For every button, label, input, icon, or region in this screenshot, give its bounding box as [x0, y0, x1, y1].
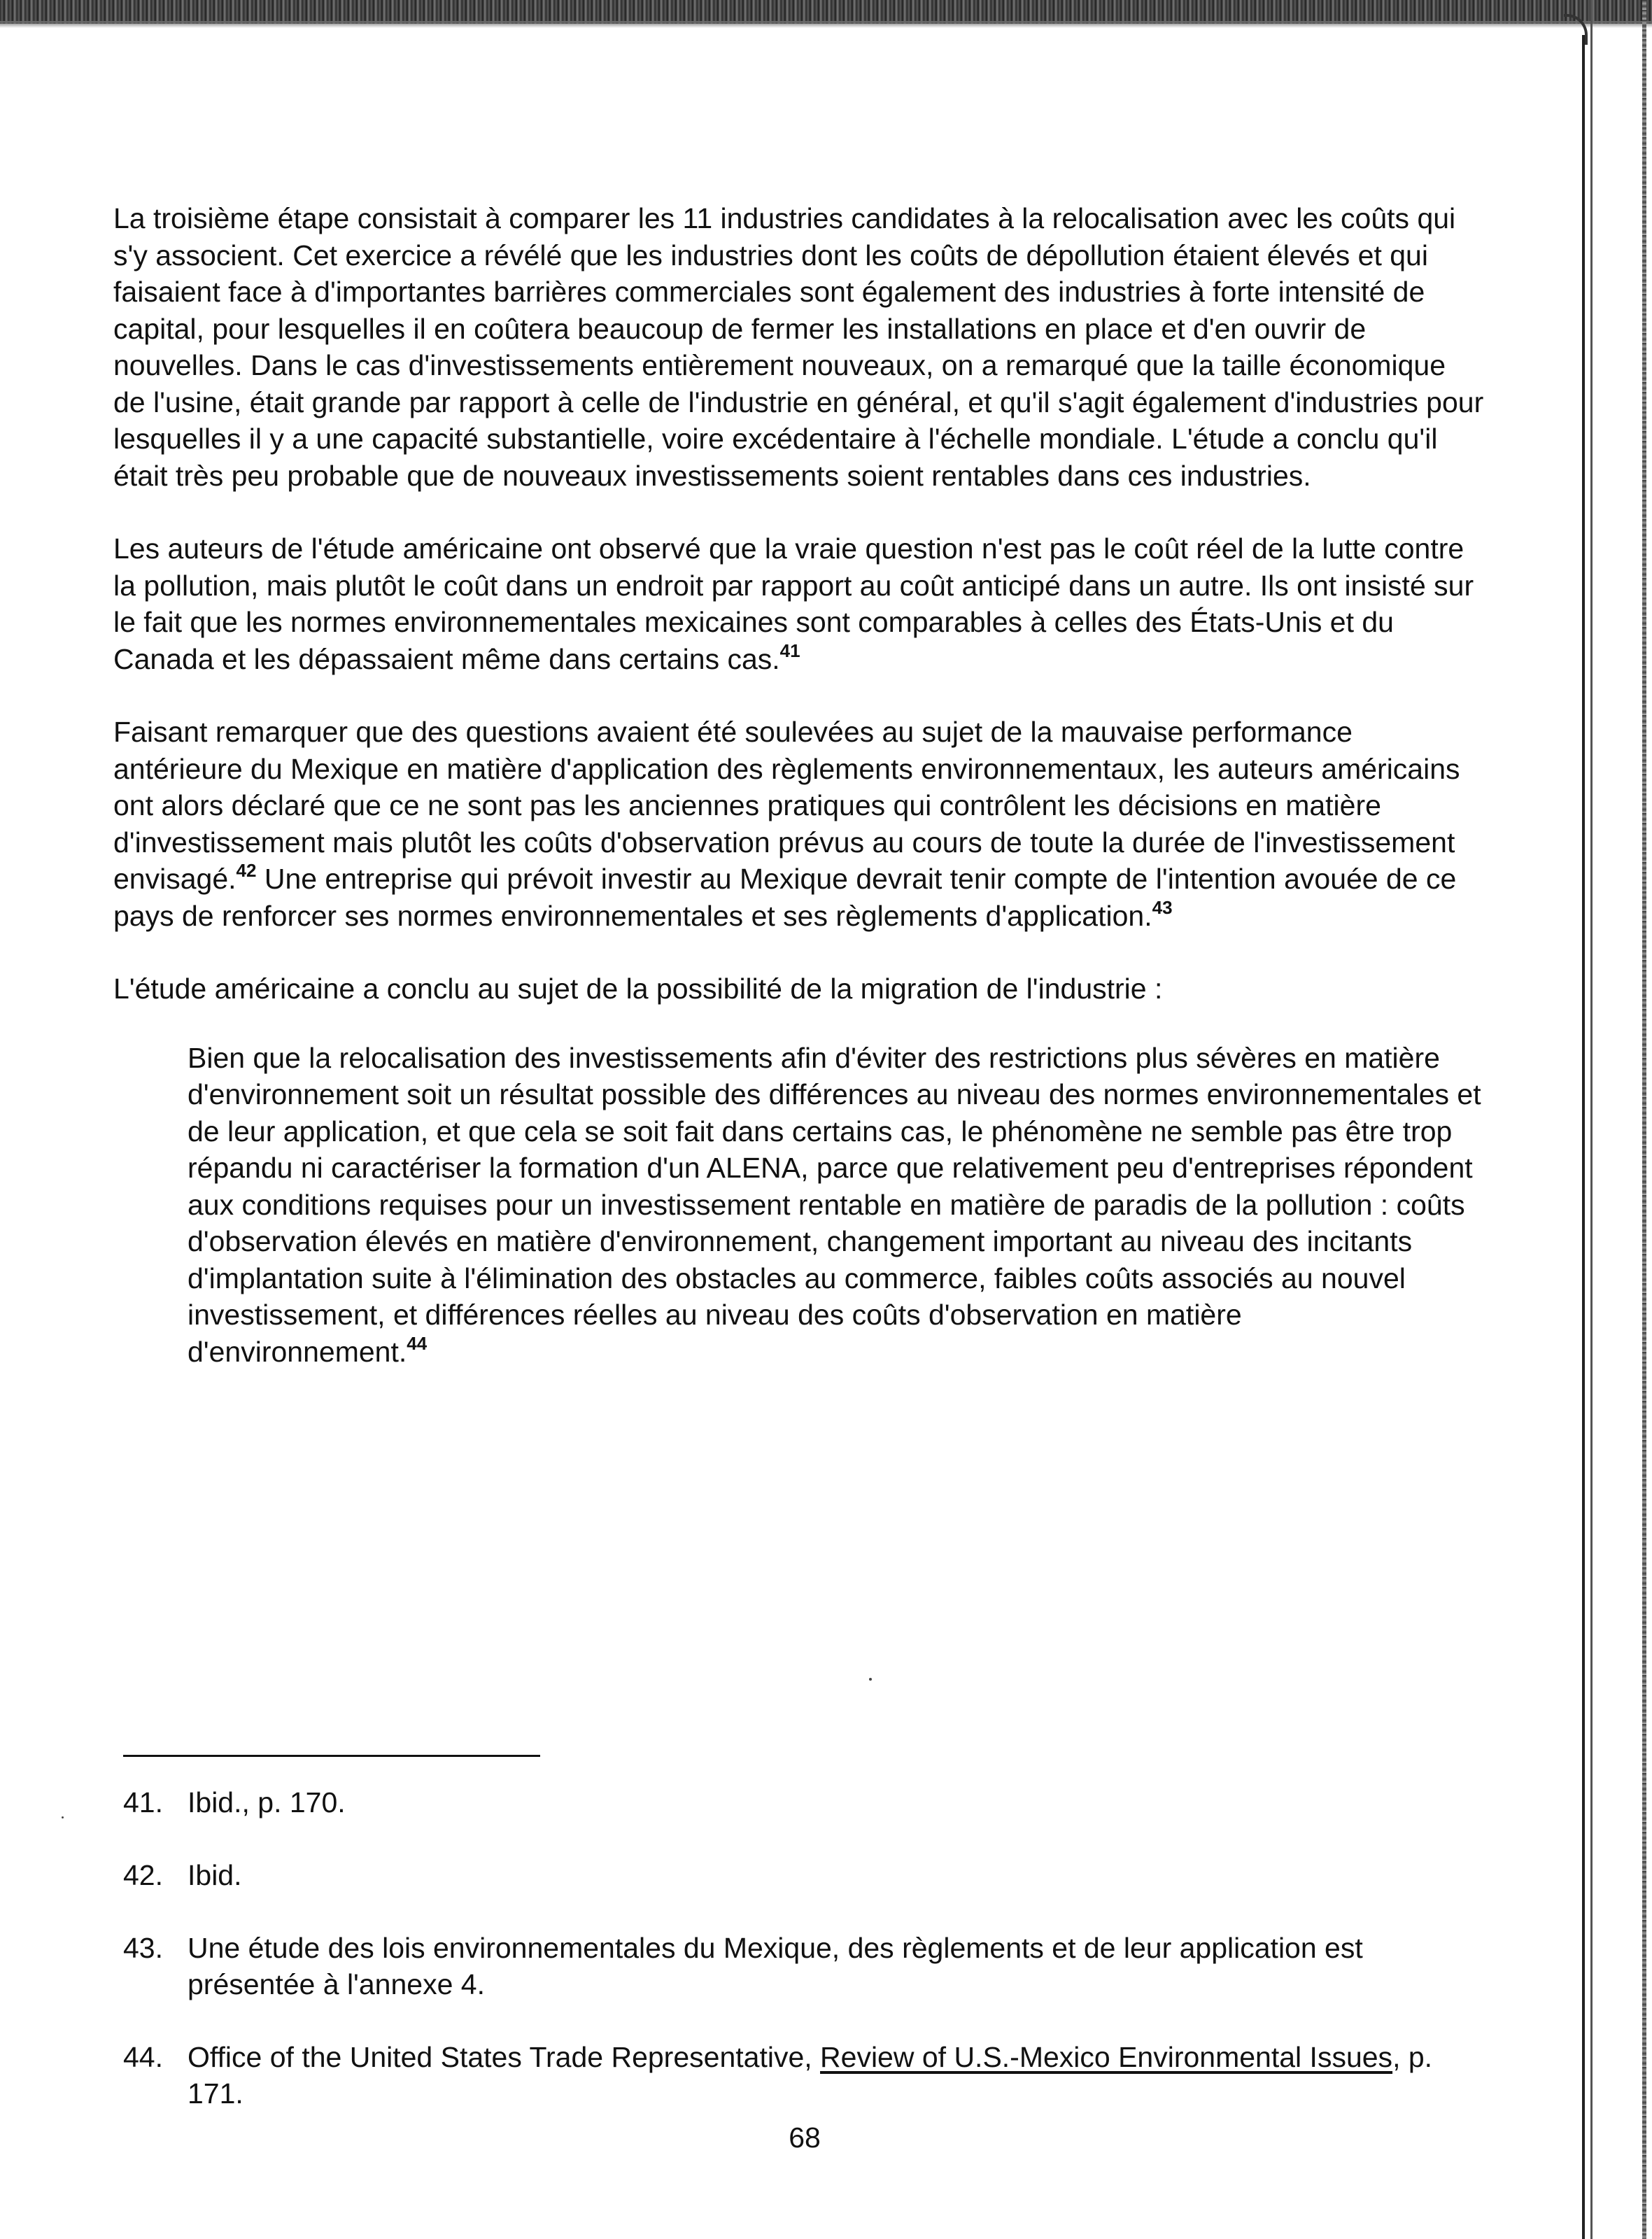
footnote-ref-44: 44 — [407, 1332, 428, 1354]
footnote-text: Ibid., p. 170. — [188, 1786, 346, 1818]
binding-line — [1582, 35, 1585, 2239]
paragraph-3-text-part2: Une entreprise qui prévoit investir au Mexique devrait tenir compte de l'intention avouée de ce pays de renforcer ses normes environnementales et ses règlements d'application. — [113, 863, 1457, 932]
paragraph-1 — [113, 200, 1485, 494]
footnote-number: 44. — [123, 2041, 163, 2073]
footnote-44-prefix: Office of the United States Trade Representative, — [188, 2041, 821, 2073]
paragraph-2 — [113, 530, 1485, 677]
footnote-number: 42. — [123, 1859, 163, 1891]
footnote-43 — [123, 1930, 1488, 2003]
scan-speck — [869, 1678, 872, 1681]
body-text — [113, 200, 1485, 1370]
paragraph-3-text-part1: Faisant remarquer que des questions avaient été soulevées au sujet de la mauvaise performance antérieure du Mexique en matière d'application des règlements environnementaux, les auteurs américains ont alors déclaré que ce ne sont pas les anciennes pratiques qui contrôlent les décisions en matière d'investissement mais plutôt les coûts d'observation prévus au cours de toute la durée de l'investissement envisagé. — [113, 716, 1460, 895]
paragraph-1-text: La troisième étape consistait à comparer les 11 industries candidates à la relocalisation avec les coûts qui s'y associent. Cet exercice a révélé que les industries dont les coûts de dépollution étaient élevés et qui faisaient face à d'importantes barrières commerciales sont également des industries à forte intensité de capital, pour lesquelles il en coûtera beaucoup de fermer les installations en place et d'en ouvrir de nouvelles. Dans le cas d'investissements entièrement nouveaux, on a remarqué que la taille économique de l'usine, était grande par rapport à celle de l'industrie en général, et qu'il s'agit également d'industries pour lesquelles il y a une capacité substantielle, voire excédentaire à l'échelle mondiale. L'étude a conclu qu'il était très peu probable que de nouveaux investissements soient rentables dans ces industries. — [113, 202, 1484, 492]
footnote-42 — [123, 1857, 1488, 1893]
footnote-41 — [123, 1784, 1488, 1821]
footnote-ref-42: 42 — [236, 860, 257, 881]
binding-line — [1590, 0, 1593, 2239]
paragraph-2-text: Les auteurs de l'étude américaine ont observé que la vraie question n'est pas le coût réel de la lutte contre la pollution, mais plutôt le coût dans un endroit par rapport au coût anticipé dans un autre. Ils ont insisté sur le fait que les normes environnementales mexicaines sont comparables à celles des États-Unis et du Canada et les dépassaient même dans certains cas. — [113, 532, 1474, 675]
footnote-ref-43: 43 — [1152, 896, 1173, 918]
footnote-separator — [123, 1755, 540, 1757]
binding-line — [1642, 0, 1646, 2239]
footnote-number: 43. — [123, 1932, 163, 1964]
footnote-text — [188, 2039, 1488, 2112]
paragraph-3 — [113, 714, 1485, 934]
footnotes — [123, 1784, 1488, 2148]
block-quote-text: Bien que la relocalisation des investissements afin d'éviter des restrictions plus sévères en matière d'environnement soit un résultat possible des différences au niveau des normes environnementales et de leur application, et que cela se soit fait dans certains cas, le phénomène ne semble pas être trop répandu ni caractériser la formation d'un ALENA, parce que relativement peu d'entreprises répondent aux conditions requises pour un investissement rentable en matière de paradis de la pollution : coûts d'observation élevés en matière d'environnement, changement important au niveau des incitants d'implantation suite à l'élimination des obstacles au commerce, faibles coûts associés au nouvel investissement, et différences réelles au niveau des coûts d'observation en matière d'environnement. — [188, 1041, 1481, 1368]
footnote-text: Ibid. — [188, 1859, 242, 1891]
intro-text: L'étude américaine a conclu au sujet de la possibilité de la migration de l'industrie : — [113, 973, 1163, 1005]
footnote-text: Une étude des lois environnementales du Mexique, des règlements et de leur application est présentée à l'annexe 4. — [188, 1932, 1363, 2000]
footnote-44-suffix: , p. 171. — [188, 2041, 1433, 2110]
paragraph-4-intro — [113, 970, 1485, 1008]
page-binding-edge — [1564, 0, 1652, 2239]
scan-speck — [62, 1816, 64, 1818]
footnote-number: 41. — [123, 1786, 163, 1818]
page-number: 68 — [789, 2121, 821, 2154]
cited-title: Review of U.S.-Mexico Environmental Issues — [820, 2041, 1393, 2073]
block-quote — [188, 1040, 1485, 1371]
scan-top-border — [0, 0, 1652, 24]
footnote-ref-41: 41 — [779, 640, 800, 661]
footnote-44 — [123, 2039, 1488, 2112]
